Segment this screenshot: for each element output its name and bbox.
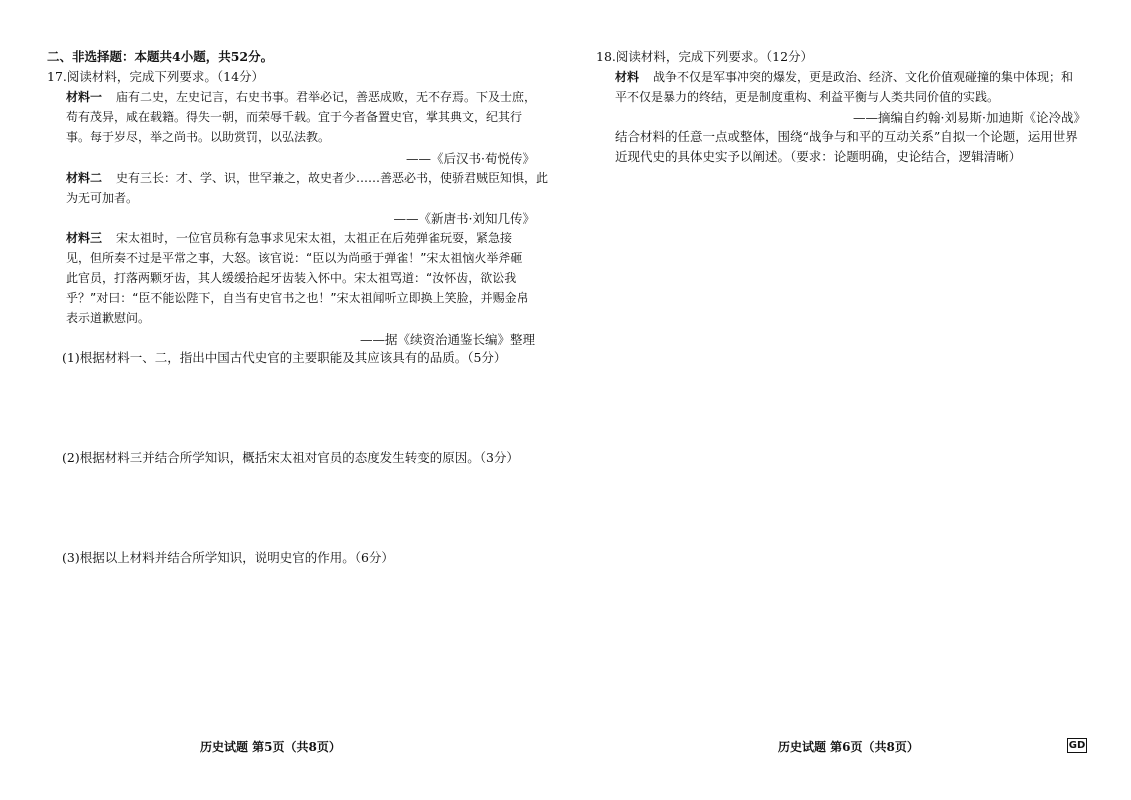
material3-line-3: 此官员，打落两颗牙齿，其人缓缓拾起牙齿装入怀中。宋太祖骂道：“汝怀齿，欲讼我 (66, 271, 517, 285)
section-heading: 二、非选择题：本题共4小题，共52分。 (47, 49, 274, 64)
material1-line-2: 苟有茂异，咸在载籍。得失一朝，而荣辱千载。宜于今者备置史官，掌其典文，纪其行 (66, 110, 523, 124)
q18-task-line-2: 近现代史的具体史实予以阐述。（要求：论题明确，史论结合，逻辑清晰） (615, 149, 1022, 164)
material2-label: 材料二 (66, 171, 103, 185)
material3-line-4: 乎？”对曰：“臣不能讼陛下，自当有史官书之也！”宋太祖闻听立即换上笑脸，并赐金帛 (66, 291, 529, 305)
material1-source: ——《后汉书·荀悦传》 (406, 151, 535, 166)
material1-line-1: 材料一 庙有二史，左史记言，右史书事。君举必记，善恶成败，无不存焉。下及士庶， (66, 90, 537, 104)
q17-sub2: (2)根据材料三并结合所学知识，概括宋太祖对官员的态度发生转变的原因。（3分） (62, 450, 519, 465)
q18-heading: 18.阅读材料，完成下列要求。（12分） (596, 49, 814, 64)
material3-label: 材料三 (66, 231, 103, 245)
material3-source: ——据《续资治通鉴长编》整理 (359, 332, 535, 347)
q18-material-source: ——摘编自约翰·刘易斯·加迪斯《论冷战》 (853, 110, 1086, 125)
right-footer: 历史试题 第6页（共8页） (778, 740, 919, 754)
gd-badge: GD (1068, 740, 1086, 751)
material1-label: 材料一 (66, 90, 103, 104)
material2-source: ——《新唐书·刘知几传》 (393, 211, 535, 226)
material3-line-2: 见，但所奏不过是平常之事，大怒。该官说：“臣以为尚亟于弹雀！”宋太祖恼火举斧砸 (66, 251, 523, 265)
left-footer: 历史试题 第5页（共8页） (200, 740, 341, 754)
q18-material-line-1: 材料 战争不仅是军事冲突的爆发，更是政治、经济、文化价值观碰撞的集中体现；和 (615, 70, 1074, 84)
q18-material-line-2: 平不仅是暴力的终结，更是制度重构、利益平衡与人类共同价值的实践。 (615, 90, 1000, 104)
material3-line-5: 表示道歉慰问。 (66, 311, 151, 325)
q17-sub3: (3)根据以上材料并结合所学知识，说明史官的作用。（6分） (62, 550, 394, 565)
right-page (566, 0, 1131, 800)
q18-task-line-1: 结合材料的任意一点或整体，围绕“战争与和平的互动关系”自拟一个论题，运用世界 (615, 129, 1078, 144)
material2-line-2: 为无可加者。 (66, 191, 139, 205)
material1-line-3: 事。每于岁尽，举之尚书。以助赏罚，以弘法教。 (66, 130, 331, 144)
material2-line-1: 材料二 史有三长：才、学、识，世罕兼之，故史者少……善恶必书，使骄君贼臣知惧，此 (66, 171, 549, 185)
q17-sub1: (1)根据材料一、二，指出中国古代史官的主要职能及其应该具有的品质。（5分） (62, 350, 507, 365)
left-page (0, 0, 565, 800)
material3-line-1: 材料三 宋太祖时，一位官员称有急事求见宋太祖，太祖正在后苑弹雀玩耍，紧急接 (66, 231, 513, 245)
q18-material-label: 材料 (615, 70, 640, 84)
q17-heading: 17.阅读材料，完成下列要求。（14分） (47, 69, 265, 84)
